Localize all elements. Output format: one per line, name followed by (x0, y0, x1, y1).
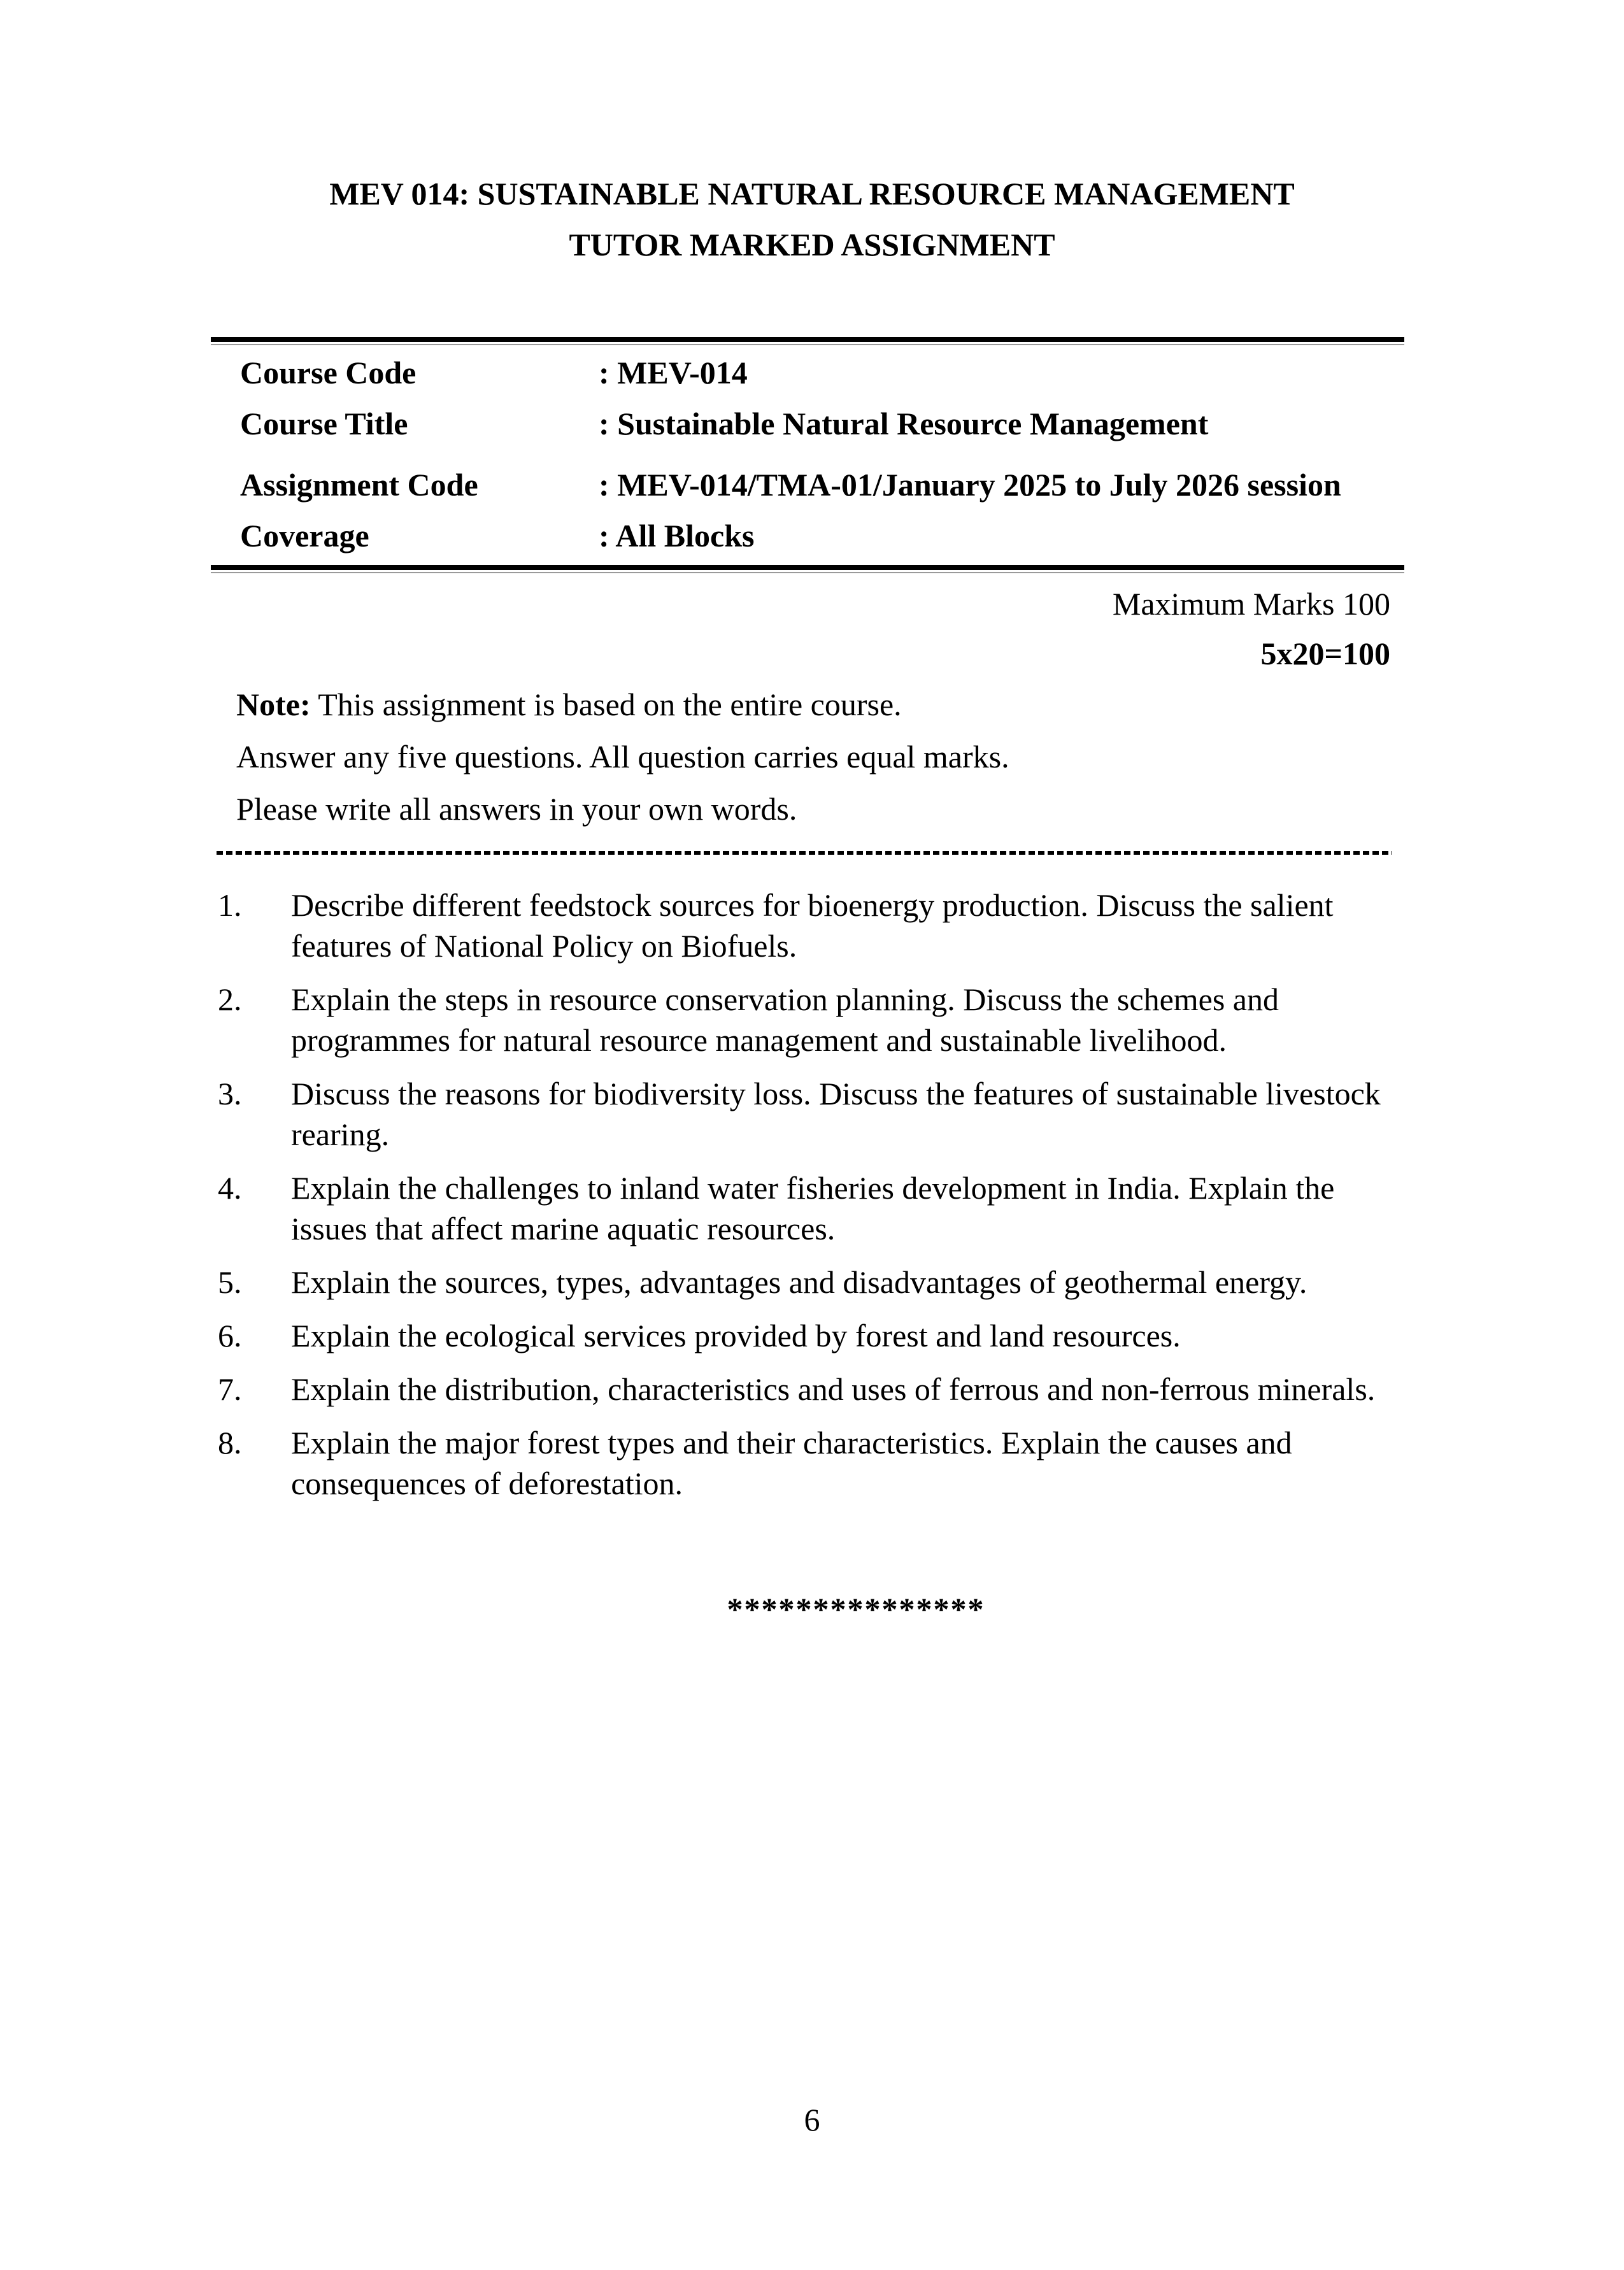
coverage-label: Coverage (240, 518, 369, 553)
document-title (0, 168, 1624, 270)
question-item (218, 1262, 1415, 1303)
question-text: Explain the sources, types, advantages and disadvantages of geothermal energy. (291, 1264, 1307, 1300)
question-item (218, 1167, 1415, 1249)
question-text: Discuss the reasons for biodiversity loss. Discuss the features of sustainable livestock rearing. (291, 1076, 1381, 1152)
question-text: Explain the challenges to inland water fisheries development in India. Explain the issues that affect marine aquatic resources. (291, 1170, 1335, 1246)
table-row (240, 464, 1398, 505)
question-item (218, 1422, 1415, 1504)
table-bottom-rule-shadow (211, 572, 1404, 573)
course-code-label: Course Code (240, 355, 417, 390)
question-number: 1. (218, 887, 242, 923)
document-page (0, 168, 1624, 2270)
question-text: Explain the distribution, characteristics and uses of ferrous and non-ferrous minerals. (291, 1371, 1376, 1407)
question-text: Explain the major forest types and their characteristics. Explain the causes and consequences of deforestation. (291, 1425, 1292, 1501)
course-code-value: : MEV-014 (599, 355, 748, 390)
question-text: Explain the ecological services provided by forest and land resources. (291, 1318, 1181, 1353)
note-label: Note: (236, 687, 311, 722)
question-number: 6. (218, 1318, 242, 1353)
question-item (218, 885, 1415, 966)
question-number: 5. (218, 1264, 242, 1300)
table-row (240, 403, 1398, 444)
note-line (236, 684, 1404, 725)
table-top-rule-shadow (211, 344, 1404, 345)
assignment-code-label: Assignment Code (240, 467, 478, 503)
question-item (218, 1369, 1415, 1410)
footer-stars-separator: *************** (727, 1591, 985, 1627)
title-line-1: MEV 014: SUSTAINABLE NATURAL RESOURCE MANAGEMENT (329, 176, 1295, 211)
table-row (240, 352, 1398, 393)
question-text: Describe different feedstock sources for bioenergy production. Discuss the salient features of National Policy on Biofuels. (291, 887, 1334, 964)
table-bottom-rule (211, 565, 1404, 570)
course-title-label: Course Title (240, 406, 408, 441)
instruction-line: Answer any five questions. All question carries equal marks. (236, 739, 1009, 775)
question-item (218, 1315, 1415, 1356)
table-top-rule (211, 337, 1404, 342)
assignment-code-value: : MEV-014/TMA-01/January 2025 to July 2026 session (599, 467, 1341, 503)
table-row (240, 515, 1398, 556)
course-info-table (211, 337, 1404, 573)
coverage-value: : All Blocks (599, 518, 755, 553)
question-number: 8. (218, 1425, 242, 1460)
marks-scheme: 5x20=100 (1260, 636, 1390, 671)
max-marks: Maximum Marks 100 (1112, 586, 1390, 622)
note-text: This assignment is based on the entire course. (310, 687, 902, 722)
course-title-value: : Sustainable Natural Resource Management (599, 406, 1209, 441)
title-line-2: TUTOR MARKED ASSIGNMENT (569, 227, 1055, 262)
question-number: 3. (218, 1076, 242, 1111)
question-item (218, 979, 1415, 1060)
course-info-rows (211, 352, 1404, 556)
dashed-separator (217, 851, 1392, 855)
question-number: 2. (218, 982, 242, 1017)
question-text: Explain the steps in resource conservation planning. Discuss the schemes and programmes for natural resource management and sustainable livelihood. (291, 982, 1279, 1058)
instruction-line: Please write all answers in your own words. (236, 791, 797, 827)
page-number: 6 (804, 2102, 820, 2138)
question-list (218, 885, 1415, 1504)
question-number: 7. (218, 1371, 242, 1407)
question-number: 4. (218, 1170, 242, 1206)
question-item (218, 1073, 1415, 1155)
